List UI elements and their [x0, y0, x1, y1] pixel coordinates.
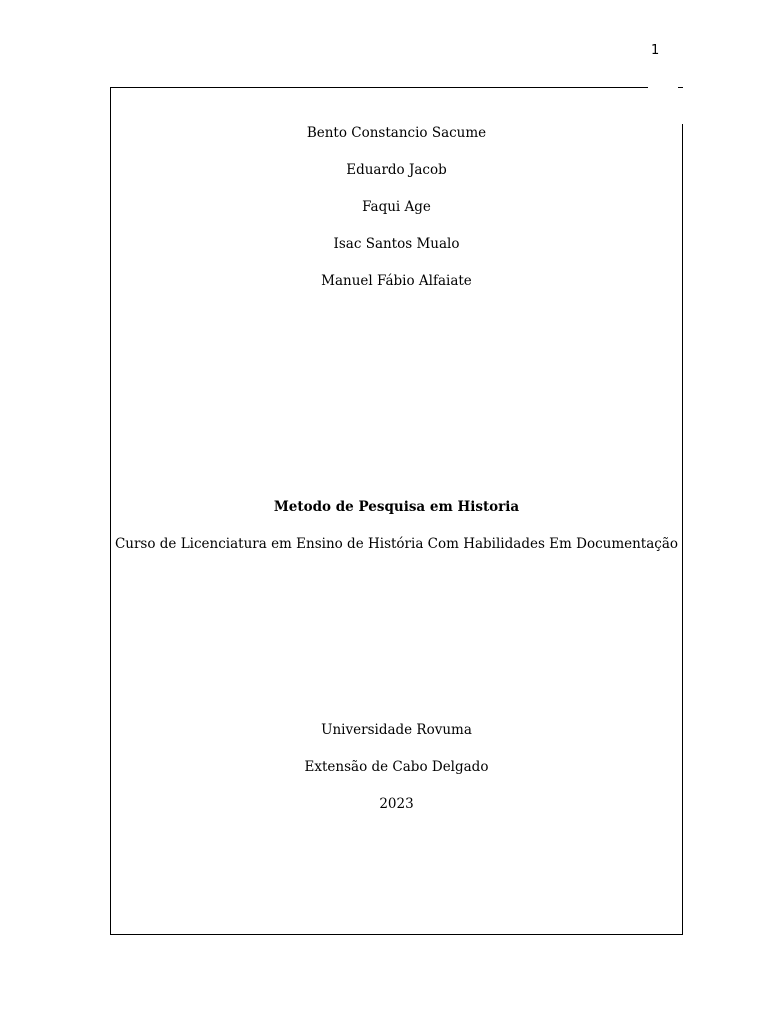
- course-name: Curso de Licenciatura em Ensino de História Com Habilidades Em Documentação: [114, 536, 679, 552]
- year: 2023: [379, 796, 414, 812]
- page-number: 1: [651, 43, 660, 58]
- university-name: Universidade Rovuma: [321, 722, 472, 738]
- campus-name: Extensão de Cabo Delgado: [304, 759, 489, 775]
- border-gap-right: [680, 88, 686, 124]
- author-name: Isac Santos Mualo: [333, 236, 460, 252]
- author-name: Faqui Age: [362, 199, 431, 215]
- author-name: Bento Constancio Sacume: [306, 125, 487, 141]
- author-name: Manuel Fábio Alfaiate: [321, 273, 472, 289]
- border-gap: [648, 84, 678, 92]
- author-name: Eduardo Jacob: [346, 162, 447, 178]
- document-title: Metodo de Pesquisa em Historia: [273, 499, 520, 515]
